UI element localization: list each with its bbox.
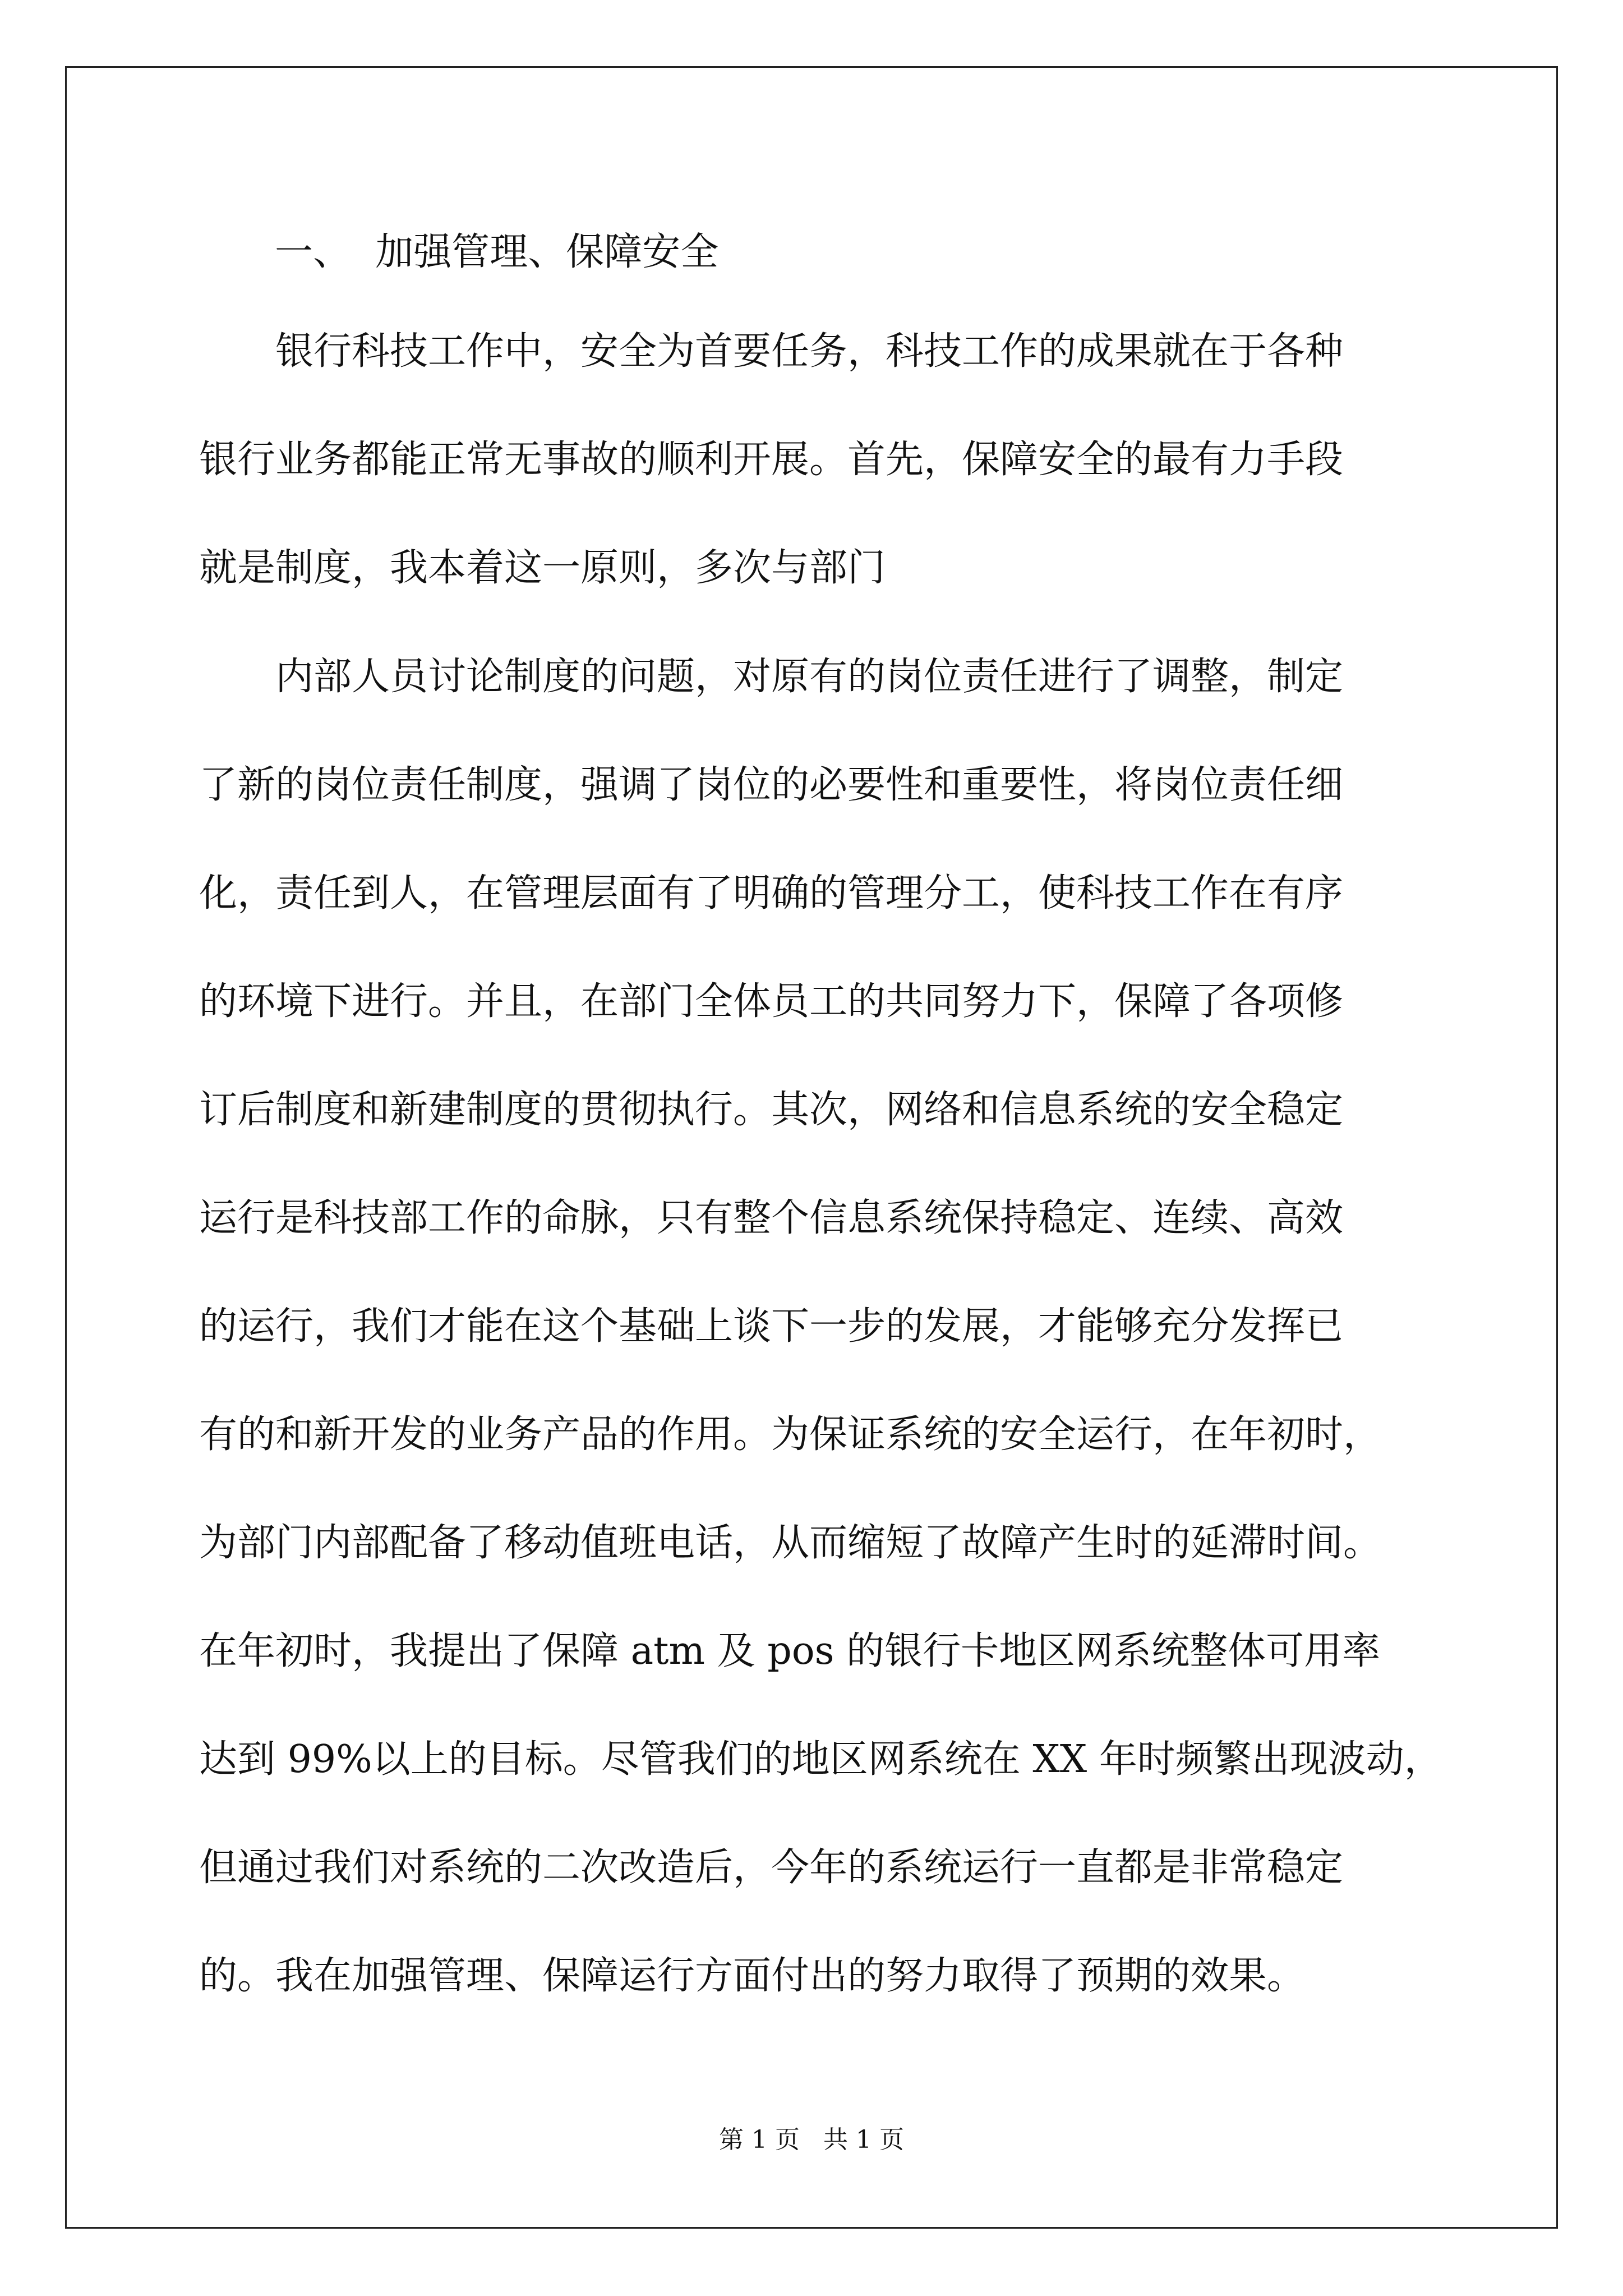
page-footer: 第 1 页 共 1 页 [719, 2125, 904, 2154]
paragraph-line: 有的和新开发的业务产品的作用。为保证系统的安全运行，在年初时， [199, 1412, 1382, 1457]
paragraph-line: 的环境下进行。并且，在部门全体员工的共同努力下，保障了各项修 [199, 979, 1344, 1024]
paragraph-line: 的。我在加强管理、保障运行方面付出的努力取得了预期的效果。 [199, 1954, 1306, 1998]
paragraph-line: 银行业务都能正常无事故的顺利开展。首先，保障安全的最有力手段 [199, 438, 1344, 482]
paragraph-line: 了新的岗位责任制度，强调了岗位的必要性和重要性，将岗位责任细 [199, 763, 1344, 807]
paragraph-line: 达到 99%以上的目标。尽管我们的地区网系统在 XX 年时频繁出现波动， [199, 1737, 1442, 1782]
paragraph-line: 在年初时，我提出了保障 atm 及 pos 的银行卡地区网系统整体可用率 [199, 1629, 1381, 1673]
paragraph-line: 就是制度，我本着这一原则，多次与部门 [199, 546, 886, 590]
paragraph-line: 化，责任到人，在管理层面有了明确的管理分工，使科技工作在有序 [199, 871, 1344, 915]
section-heading: 一、 加强管理、保障安全 [275, 230, 719, 274]
paragraph-line: 为部门内部配备了移动值班电话，从而缩短了故障产生时的延滞时间。 [199, 1521, 1382, 1565]
paragraph-line: 订后制度和新建制度的贯彻执行。其次，网络和信息系统的安全稳定 [199, 1088, 1344, 1132]
paragraph-line: 运行是科技部工作的命脉，只有整个信息系统保持稳定、连续、高效 [199, 1196, 1344, 1240]
paragraph-line: 银行科技工作中，安全为首要任务，科技工作的成果就在于各种 [199, 329, 1344, 374]
paragraph-line: 内部人员讨论制度的问题，对原有的岗位责任进行了调整，制定 [199, 655, 1344, 699]
page-border [65, 66, 1558, 2229]
paragraph-line: 但通过我们对系统的二次改造后，今年的系统运行一直都是非常稳定 [199, 1846, 1344, 1890]
paragraph-line: 的运行，我们才能在这个基础上谈下一步的发展，才能够充分发挥已 [199, 1304, 1344, 1349]
